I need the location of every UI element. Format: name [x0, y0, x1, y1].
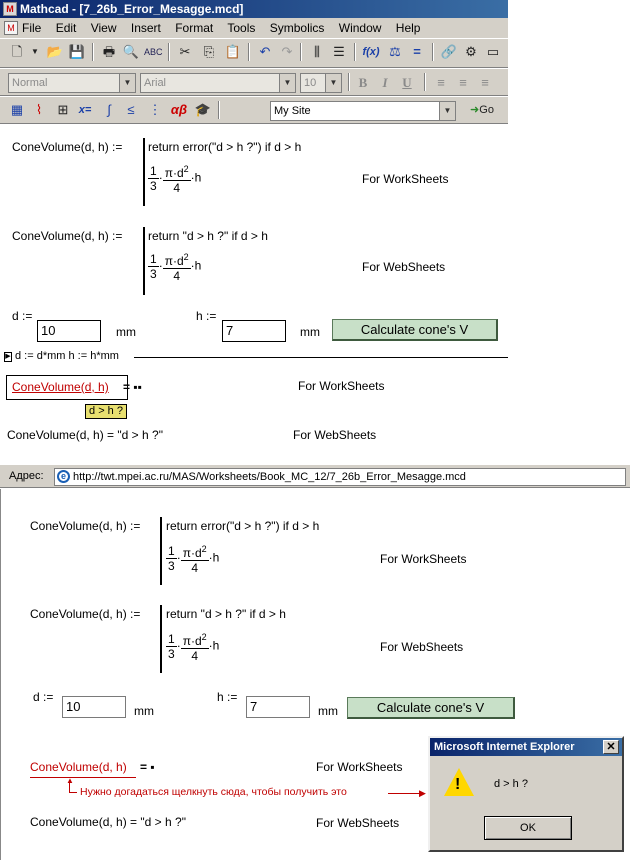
- web-error-eval-result[interactable]: = ▪: [140, 760, 155, 774]
- greek-icon[interactable]: αβ: [170, 102, 188, 117]
- new-dropdown-icon[interactable]: ▼: [31, 47, 39, 56]
- chevron-down-icon: ▼: [439, 102, 455, 120]
- def1-line1[interactable]: return error("d > h ?") if d > h: [148, 140, 302, 154]
- calculator-icon[interactable]: ▦: [10, 102, 24, 117]
- address-bar: [0, 464, 630, 488]
- graph-icon[interactable]: ⌇: [35, 102, 43, 117]
- align-left-icon[interactable]: ≡: [437, 75, 445, 90]
- print-icon[interactable]: 🖶: [102, 44, 116, 59]
- dialog-titlebar: [430, 738, 622, 756]
- go-label: Go: [479, 104, 494, 116]
- annotation-arrow-base: [69, 792, 77, 793]
- go-button[interactable]: [462, 101, 502, 119]
- right-arrow-icon: ▶: [419, 788, 426, 798]
- math-toolbar: [0, 96, 508, 124]
- h-unit: mm: [300, 325, 320, 339]
- spell-check-icon[interactable]: ABC: [144, 47, 163, 57]
- def2-line1[interactable]: return "d > h ?" if d > h: [148, 229, 268, 243]
- new-document-icon[interactable]: 🗋: [11, 44, 23, 59]
- error-eval-lhs[interactable]: ConeVolume(d, h): [12, 380, 109, 394]
- web-label-for-websheets: For WebSheets: [380, 640, 464, 654]
- def1-lhs[interactable]: ConeVolume(d, h) :=: [12, 140, 123, 154]
- web-def2-line2: $\frac{1}{3}$ · $\frac{\pi\cdot d^2}{4}$ ·h: [168, 632, 220, 663]
- expand-arrow-icon[interactable]: ▶: [5, 353, 11, 360]
- calculate-icon[interactable]: =: [413, 44, 421, 59]
- error-tooltip: d > h ?: [85, 404, 127, 419]
- document-icon[interactable]: M: [4, 21, 18, 35]
- cut-icon[interactable]: ✂: [179, 44, 191, 59]
- close-icon[interactable]: ✕: [603, 740, 619, 754]
- formatting-toolbar: [0, 68, 508, 96]
- menu-format[interactable]: Format: [175, 21, 214, 35]
- web-def1-program-bar: [160, 517, 162, 585]
- label-for-websheets: For WebSheets: [362, 260, 446, 274]
- undo-icon[interactable]: ↶: [259, 44, 271, 59]
- chevron-down-icon: ▼: [119, 74, 135, 92]
- calculus-icon[interactable]: ∫: [107, 102, 111, 117]
- label-for-worksheets-2: For WorkSheets: [298, 379, 385, 393]
- boolean-icon[interactable]: ≤: [127, 102, 135, 117]
- toolbar-separator: [424, 73, 426, 91]
- go-arrow-icon: ➜: [470, 104, 480, 116]
- print-preview-icon[interactable]: 🔍: [122, 44, 140, 59]
- annotation-text: Нужно догадаться щелкнуть сюда, чтобы получить это: [80, 786, 347, 798]
- insert-function-icon[interactable]: f(x): [362, 46, 380, 58]
- dialog-message: d > h ?: [494, 778, 528, 790]
- window-title: Mathcad - [7_26b_Error_Mesagge.mcd]: [20, 2, 244, 16]
- up-arrow-icon: ▲: [66, 776, 74, 785]
- underline-button[interactable]: U: [402, 75, 412, 90]
- align-down-icon[interactable]: ☰: [333, 44, 345, 59]
- chevron-down-icon: ▼: [325, 74, 341, 92]
- evaluation-icon[interactable]: x=: [78, 104, 92, 116]
- toolbar-separator: [348, 73, 350, 91]
- menu-view[interactable]: View: [90, 21, 117, 35]
- font-select[interactable]: Arial ▼: [140, 73, 296, 93]
- web-h-input[interactable]: 7: [246, 696, 310, 718]
- web-calculate-button[interactable]: Calculate cone's V: [347, 697, 515, 719]
- web-error-eval-lhs[interactable]: ConeVolume(d, h): [30, 760, 127, 774]
- save-icon[interactable]: 💾: [68, 44, 86, 59]
- programming-icon[interactable]: ⋮: [148, 102, 162, 117]
- def1-line2[interactable]: $\frac{1}{3}$ · $\frac{\pi\cdot d^2}{4}$ ·h: [150, 164, 202, 195]
- toolbar-separator: [248, 43, 250, 61]
- web-result-eval: ConeVolume(d, h) = "d > h ?": [30, 815, 186, 829]
- web-h-unit: mm: [318, 704, 338, 718]
- ie-page-icon: e: [57, 470, 70, 483]
- web-def2-program-bar: [160, 605, 162, 673]
- web-d-unit: mm: [134, 704, 154, 718]
- site-select[interactable]: My Site ▼: [270, 101, 456, 121]
- error-eval-result[interactable]: = ▪▪: [123, 380, 142, 394]
- web-d-label: d :=: [33, 690, 54, 704]
- warning-exclamation-icon: !: [455, 776, 461, 793]
- annotation-right-line: [388, 793, 422, 794]
- toolbar-separator: [300, 43, 302, 61]
- h-label: h :=: [196, 309, 217, 323]
- d-unit: mm: [116, 325, 136, 339]
- web-label-for-websheets-2: For WebSheets: [316, 816, 400, 830]
- region-divider: [134, 357, 508, 358]
- web-def2-line1: return "d > h ?" if d > h: [166, 607, 286, 621]
- symbolic-icon[interactable]: 🎓: [194, 102, 212, 117]
- dialog-title: Microsoft Internet Explorer: [434, 741, 575, 753]
- toolbar-separator: [354, 43, 356, 61]
- standard-toolbar: [0, 38, 508, 68]
- menu-bar: [0, 18, 508, 38]
- def2-line2[interactable]: $\frac{1}{3}$ · $\frac{\pi\cdot d^2}{4}$ ·h: [150, 252, 202, 283]
- resource-center-icon[interactable]: ▭: [486, 44, 500, 59]
- mathcad-app-icon: M: [3, 2, 17, 16]
- matrix-icon[interactable]: ⊞: [57, 102, 69, 117]
- italic-button[interactable]: I: [382, 75, 388, 90]
- web-def1-line1: return error("d > h ?") if d > h: [166, 519, 320, 533]
- def2-program-bar: [143, 227, 145, 295]
- web-def2-lhs: ConeVolume(d, h) :=: [30, 607, 141, 621]
- d-label: d :=: [12, 309, 33, 323]
- align-center-icon[interactable]: ≡: [459, 75, 467, 90]
- insert-unit-icon[interactable]: ⚖: [389, 44, 401, 59]
- align-right-icon[interactable]: ≡: [481, 75, 489, 90]
- menu-insert[interactable]: Insert: [130, 21, 161, 35]
- menu-edit[interactable]: Edit: [55, 21, 77, 35]
- font-size-select[interactable]: 10 ▼: [300, 73, 342, 93]
- component-wizard-icon[interactable]: ⚙: [465, 44, 477, 59]
- bold-button[interactable]: B: [358, 75, 368, 90]
- def1-program-bar: [143, 138, 145, 206]
- address-input[interactable]: [54, 468, 626, 486]
- paste-icon[interactable]: 📋: [224, 44, 242, 59]
- redo-icon[interactable]: ↷: [281, 44, 293, 59]
- toolbar-separator: [218, 101, 220, 119]
- align-across-icon[interactable]: ⫼: [314, 44, 320, 59]
- web-error-underline: [30, 777, 136, 778]
- insert-hyperlink-icon[interactable]: 🔗: [440, 44, 458, 59]
- web-label-for-worksheets: For WorkSheets: [380, 552, 467, 566]
- copy-icon[interactable]: ⎘: [203, 44, 215, 59]
- web-eval[interactable]: ConeVolume(d, h) = "d > h ?": [7, 428, 163, 442]
- style-select[interactable]: Normal ▼: [8, 73, 136, 93]
- d-input[interactable]: 10: [37, 320, 101, 342]
- window-titlebar: [0, 0, 508, 18]
- menu-file[interactable]: File: [22, 21, 42, 35]
- menu-window[interactable]: Window: [338, 21, 382, 35]
- def2-lhs[interactable]: ConeVolume(d, h) :=: [12, 229, 123, 243]
- open-folder-icon[interactable]: 📂: [46, 44, 64, 59]
- h-input[interactable]: 7: [222, 320, 286, 342]
- ok-button[interactable]: OK: [484, 816, 572, 840]
- address-url: http://twt.mpei.ac.ru/MAS/Worksheets/Book_MC_12/7_26b_Error_Mesagge.mcd: [73, 471, 466, 483]
- web-def1-lhs: ConeVolume(d, h) :=: [30, 519, 141, 533]
- alert-dialog: [428, 736, 624, 852]
- menu-help[interactable]: Help: [395, 21, 421, 35]
- label-for-worksheets: For WorkSheets: [362, 172, 449, 186]
- region-label[interactable]: d := d*mm h := h*mm: [15, 350, 119, 362]
- web-h-label: h :=: [217, 690, 238, 704]
- toolbar-separator: [168, 43, 170, 61]
- toolbar-separator: [92, 43, 94, 61]
- menu-tools[interactable]: Tools: [227, 21, 256, 35]
- label-for-websheets-2: For WebSheets: [293, 428, 377, 442]
- web-def1-line2: $\frac{1}{3}$ · $\frac{\pi\cdot d^2}{4}$ ·h: [168, 544, 220, 575]
- chevron-down-icon: ▼: [279, 74, 295, 92]
- menu-symbolics[interactable]: Symbolics: [269, 21, 325, 35]
- calculate-button[interactable]: Calculate cone's V: [332, 319, 498, 341]
- toolbar-separator: [432, 43, 434, 61]
- web-label-for-worksheets-2: For WorkSheets: [316, 760, 403, 774]
- web-d-input[interactable]: 10: [62, 696, 126, 718]
- address-label: Адрес:: [9, 470, 44, 482]
